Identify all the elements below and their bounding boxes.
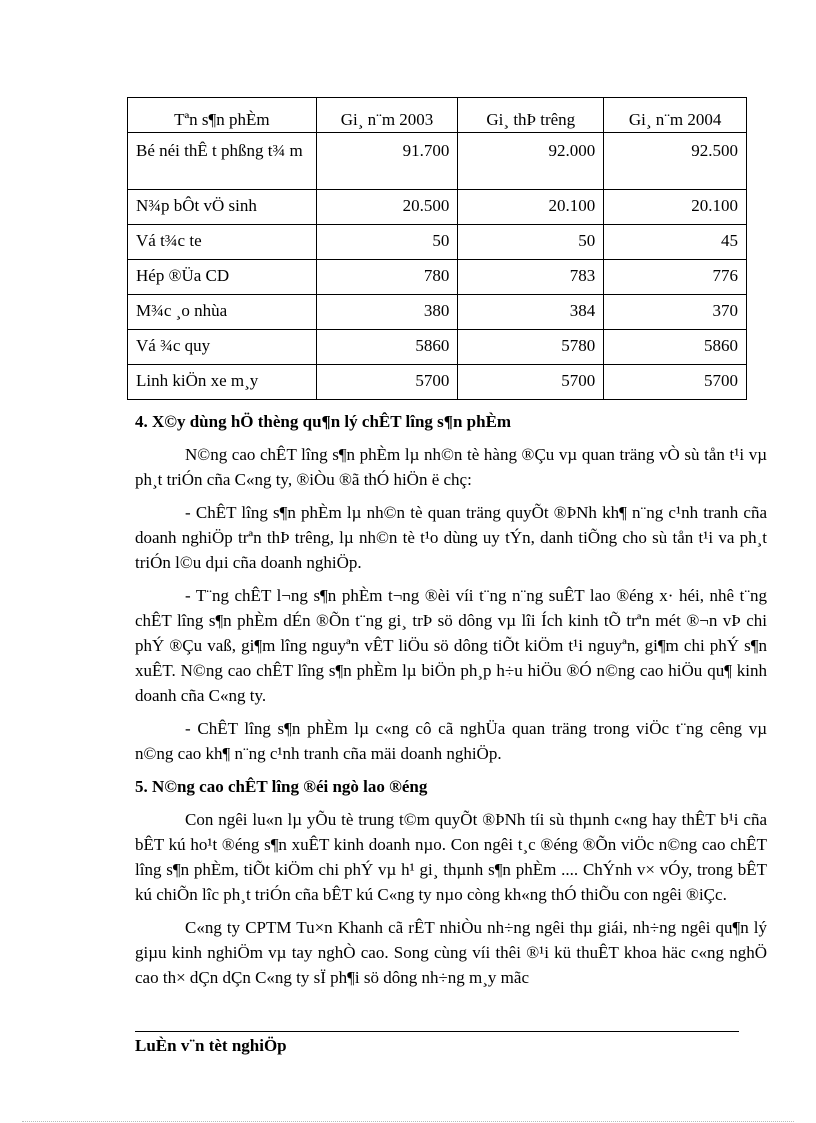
cell-price-2003: 91.700 (316, 133, 458, 190)
cell-price-2003: 50 (316, 225, 458, 260)
paragraph: - ChÊT lîng s¶n phÈm lµ nh©n tè quan träng quyÕt ®ÞNh kh¶ n¨ng c¹nh tranh cña doanh nghiÖp trªn thÞ trêng, lµ nh©n tè t¹o dùng uy tÝn, danh tiÕng cho sù tån t¹i va ph¸t triÓn l©u dµi cña doanh nghiÖp. (135, 503, 767, 572)
cell-price-2003: 20.500 (316, 190, 458, 225)
cell-price-2003: 5860 (316, 330, 458, 365)
page-footer: LuÈn v¨n tèt nghiÖp (135, 1036, 287, 1055)
section-4-heading: 4. X©y dùng hÖ thèng qu¶n lý chÊT lîng s¶n phÈm (135, 412, 512, 431)
section-5-heading: 5. N©ng cao chÊT lîng ®éi ngò lao ®éng (135, 777, 428, 796)
paragraph: - T¨ng chÊT l¬ng s¶n phÈm t¬ng ®èi víi t¨ng n¨ng suÊT lao ®éng x· héi, nhê t¨ng chÊT lîng s¶n phÈm dÉn ®Õn t¨ng gi¸ trÞ sö dông vµ lîi Ích kinh tÕ trªn mét ®¬n vÞ chi phÝ ®Çu vaß, gi¶m lîng nguyªn vÊT liÖu sö dông tiÕt kiÖm t¹i nguyªn, gi¶m chi phÝ s¶n xuÊT. N©ng cao chÊT lîng s¶n phÈm lµ biÖn ph¸p h÷u hiÖu ®Ó n©ng cao hiÖu qu¶ kinh doanh cña C«ng ty. (135, 586, 767, 705)
page-bottom-divider (22, 1121, 794, 1122)
cell-price-2004: 5700 (604, 365, 747, 400)
cell-market-price: 50 (458, 225, 604, 260)
table-row (128, 295, 747, 330)
cell-price-2004: 370 (604, 295, 747, 330)
table-row (128, 260, 747, 295)
cell-product-name: Bé néi thÊ t phßng t¾ m (128, 133, 317, 190)
footer-divider (135, 1031, 739, 1032)
header-market-price: Gi¸ thÞ trêng (458, 98, 604, 133)
cell-market-price: 92.000 (458, 133, 604, 190)
cell-product-name: M¾c ¸o nhùa (128, 295, 317, 330)
table-row (128, 365, 747, 400)
cell-product-name: Vá t¾c te (128, 225, 317, 260)
cell-product-name: Hép ®Üa CD (128, 260, 317, 295)
table-header-row (128, 98, 747, 133)
header-price-2004: Gi¸ n¨m 2004 (604, 98, 747, 133)
paragraph: Con ngêi lu«n lµ yÕu tè trung t©m quyÕt ®ÞNh tíi sù thµnh c«ng hay thÊT b¹i cña bÊT kú ho¹t ®éng s¶n xuÊT kinh doanh nµo. Con ngêi t¸c ®éng ®Õn viÖc n©ng cao chÊT lîng s¶n phÈm, tiÕt kiÖm chi phÝ vµ h¹ gi¸ thµnh s¶n phÈm .... ChÝnh v× vÓy, trong bÊT kú chiÕn lîc ph¸t triÓn cña bÊT kú C«ng ty nµo còng kh«ng thÓ thiÕu con ngêi ®iÇc. (135, 810, 767, 904)
cell-market-price: 5700 (458, 365, 604, 400)
cell-price-2004: 92.500 (604, 133, 747, 190)
section-4 (135, 409, 767, 990)
cell-market-price: 5780 (458, 330, 604, 365)
paragraph: - ChÊT lîng s¶n phÈm lµ c«ng cô cã nghÜa quan träng trong viÖc t¨ng cêng vµ n©ng cao kh¶ n¨ng c¹nh tranh cña mäi doanh nghiÖp. (135, 719, 767, 763)
cell-price-2003: 780 (316, 260, 458, 295)
cell-product-name: Linh kiÖn xe m¸y (128, 365, 317, 400)
table-row (128, 330, 747, 365)
cell-product-name: Vá ¾c quy (128, 330, 317, 365)
cell-price-2004: 20.100 (604, 190, 747, 225)
header-product-name: Tªn s¶n phÈm (128, 98, 317, 133)
header-price-2003: Gi¸ n¨m 2003 (316, 98, 458, 133)
paragraph: C«ng ty CPTM Tu×n Khanh cã rÊT nhiÒu nh÷ng ngêi thµ giái, nh÷ng ngêi qu¶n lý giµu kinh nghiÖm vµ tay nghÒ cao. Song cùng víi thêi ®¹i kü thuÊT khoa häc c«ng nghÖ cao th× dÇn dÇn C«ng ty sÏ ph¶i sö dông nh÷ng m¸y mãc (135, 918, 767, 987)
cell-price-2003: 380 (316, 295, 458, 330)
cell-product-name: N¾p bÔt vÖ sinh (128, 190, 317, 225)
cell-price-2004: 45 (604, 225, 747, 260)
paragraph: N©ng cao chÊT lîng s¶n phÈm lµ nh©n tè hàng ®Çu vµ quan träng vÒ sù tån t¹i vµ ph¸t triÓn cña C«ng ty, ®iÒu ®ã thÓ hiÖn ë chç: (135, 445, 767, 489)
price-table (127, 97, 747, 400)
table-row (128, 225, 747, 260)
cell-price-2004: 5860 (604, 330, 747, 365)
cell-price-2004: 776 (604, 260, 747, 295)
cell-market-price: 384 (458, 295, 604, 330)
table-row (128, 190, 747, 225)
cell-price-2003: 5700 (316, 365, 458, 400)
cell-market-price: 783 (458, 260, 604, 295)
table-row (128, 133, 747, 190)
cell-market-price: 20.100 (458, 190, 604, 225)
